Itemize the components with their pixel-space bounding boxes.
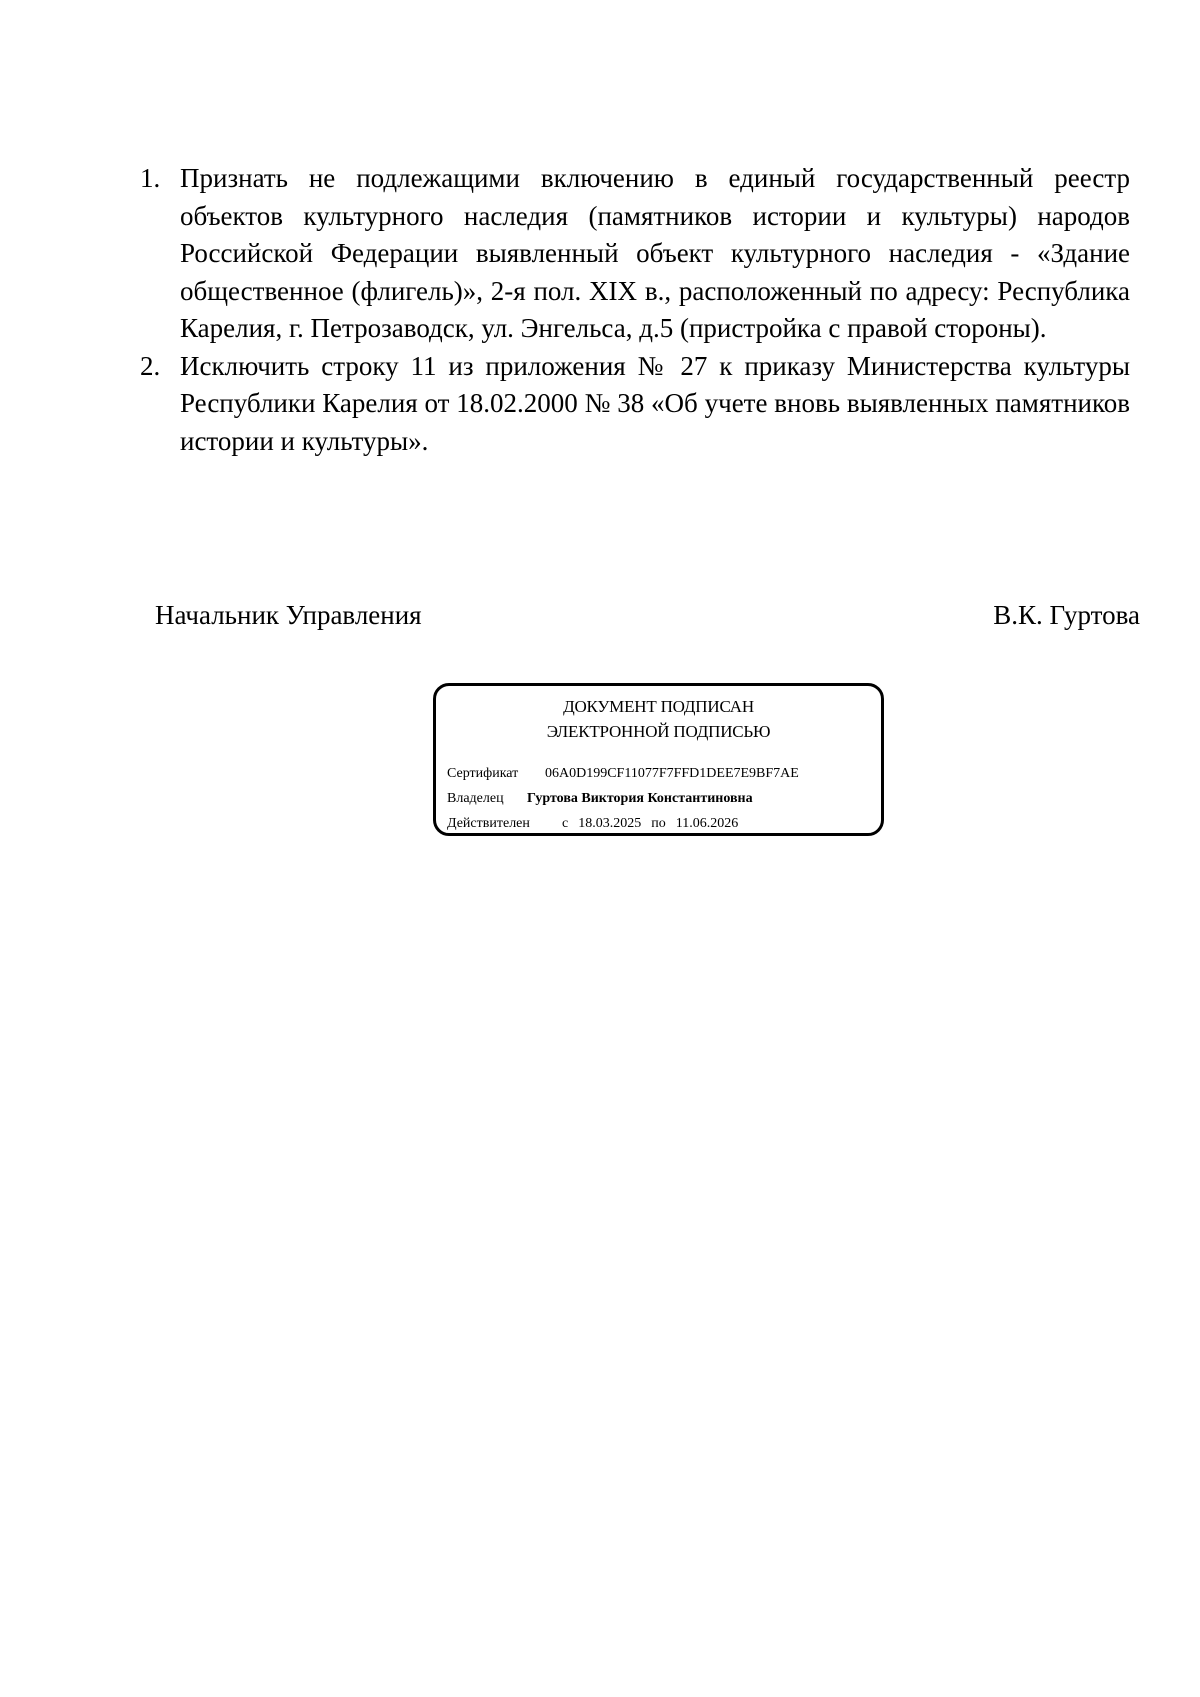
- signatory-name: В.К. Гуртова: [993, 600, 1140, 630]
- certificate-value: 06A0D199CF11077F7FFD1DEE7E9BF7AE: [545, 766, 799, 781]
- stamp-owner-row: [447, 791, 753, 807]
- signatory-position: Начальник Управления: [155, 600, 422, 630]
- item-number: 2.: [140, 350, 161, 381]
- valid-from-prefix: с: [562, 816, 569, 831]
- decree-item-1: [140, 160, 1130, 348]
- stamp-title-line-1: ДОКУМЕНТ ПОДПИСАН: [563, 697, 754, 716]
- stamp-title-line-2: ЭЛЕКТРОННОЙ ПОДПИСЬЮ: [546, 722, 771, 741]
- item-text: Исключить строку 11 из приложения № 27 к приказу Министерства культуры Республики Карелия от 18.02.2000 № 38 «Об учете вновь выявленных памятников истории и культуры».: [180, 350, 1130, 456]
- stamp-validity-row: [447, 816, 738, 832]
- valid-label: Действителен: [447, 816, 530, 831]
- decree-list: [140, 160, 1130, 460]
- valid-from-date: 18.03.2025: [578, 816, 642, 831]
- decree-body: [140, 160, 1130, 460]
- owner-label: Владелец: [447, 791, 504, 806]
- valid-to-date: 11.06.2026: [675, 816, 739, 831]
- valid-to-prefix: по: [651, 816, 666, 831]
- electronic-signature-stamp: [433, 683, 884, 836]
- item-number: 1.: [140, 163, 161, 193]
- decree-item-2: [140, 348, 1130, 461]
- certificate-label: Сертификат: [447, 766, 519, 781]
- owner-value: Гуртова Виктория Константиновна: [527, 791, 753, 806]
- signature-line: [155, 597, 1140, 635]
- stamp-certificate-row: [447, 766, 799, 782]
- item-text: Признать не подлежащими включению в единый государственный реестр объектов культурного наследия (памятников истории и культуры) народов Российской Федерации выявленный объект культурного наследия - «Здание общественное (флигель)», 2-я пол. XIX в., расположенный по адресу: Республика Карелия, г. Петрозаводск, ул. Энгельса, д.5 (пристройка с правой стороны).: [180, 163, 1130, 343]
